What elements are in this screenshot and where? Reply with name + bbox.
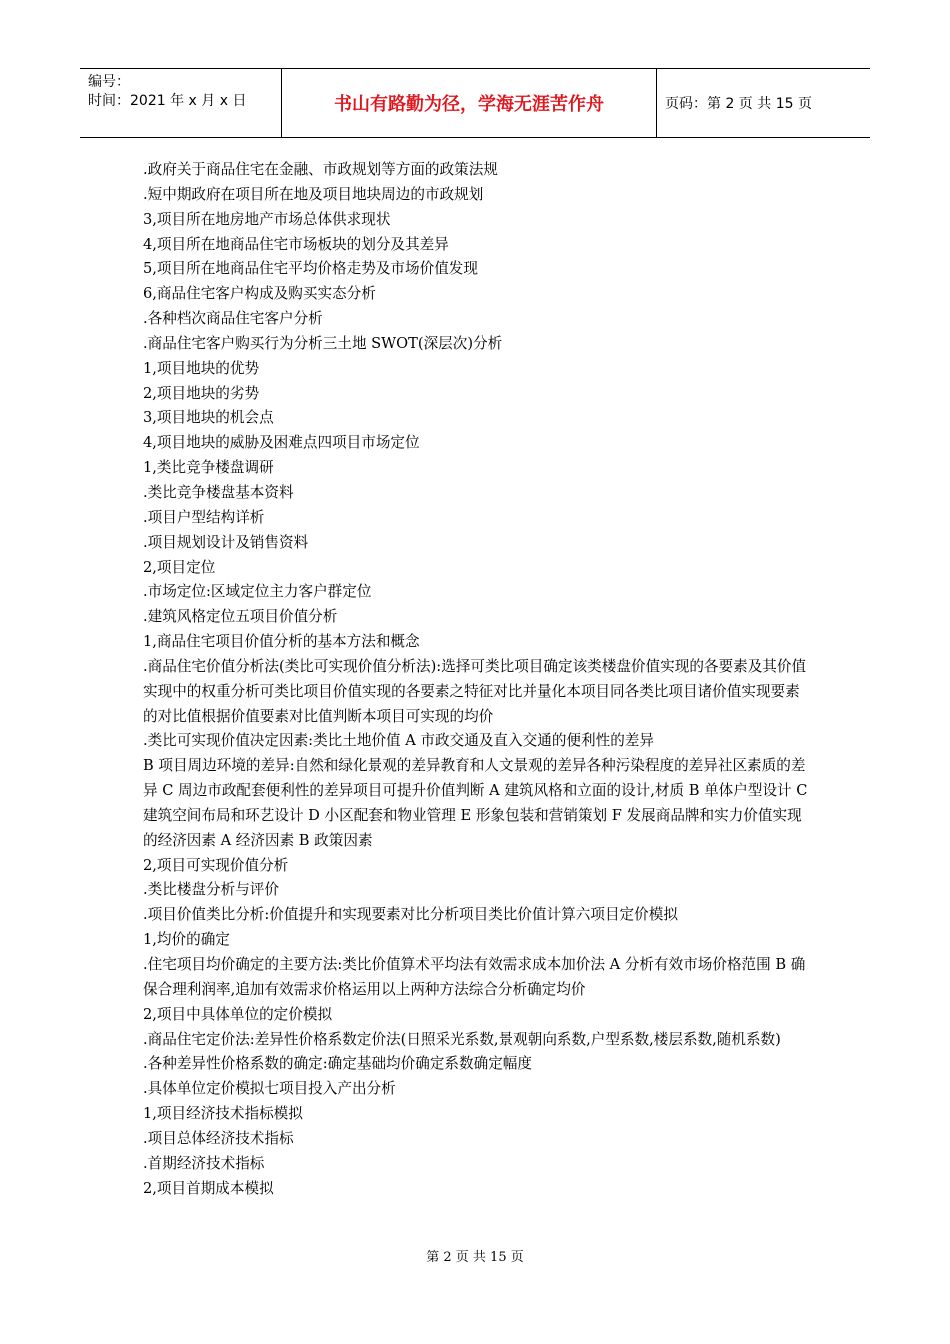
text-line: .商品住宅客户购买行为分析三土地 SWOT(深层次)分析 [143,334,503,352]
motto-text: 书山有路勤为径，学海无涯苦作舟 [334,94,604,115]
text-line: 5,项目所在地商品住宅平均价格走势及市场价值发现 [143,260,478,278]
text-line: 4,项目地块的威胁及困难点四项目市场定位 [143,434,420,452]
text-line: .建筑风格定位五项目价值分析 [143,608,338,626]
text-line: 2,项目地块的劣势 [143,384,260,402]
text-line: B 项目周边环境的差异:自然和绿化景观的差异教育和人文景观的差异各种污染程度的差异社区素质的差异 C 周边市政配套便利性的差异项目可提升价值判断 A 建筑风格和立面的设计,材质 B 单体户型设计 C 建筑空间布局和环艺设计 D 小区配套和物业管理 E 形象包装和营销策划 F 发展商品牌和实力价值实现的经济因素 A 经济因素 B 政策因素 [143,757,808,849]
page-header [80,68,870,138]
text-line: .项目价值类比分析:价值提升和实现要素对比分析项目类比价值计算六项目定价模拟 [143,906,678,924]
text-line: .项目总体经济技术指标 [143,1129,294,1147]
text-line: .短中期政府在项目所在地及项目地块周边的市政规划 [143,185,484,203]
text-line: .首期经济技术指标 [143,1154,265,1172]
page-label: 页码：第 2 页 共 15 页 [665,96,812,112]
text-line: .具体单位定价模拟七项目投入产出分析 [143,1080,396,1098]
text-line: 1,类比竞争楼盘调研 [143,459,274,477]
text-line: .项目户型结构详析 [143,508,265,526]
text-line: 2,项目首期成本模拟 [143,1179,274,1197]
header-page-cell [657,69,870,137]
text-line: .各种差异性价格系数的确定:确定基础均价确定系数确定幅度 [143,1055,532,1073]
text-line: 2,项目定位 [143,558,216,576]
text-line: 1,项目地块的优势 [143,359,260,377]
text-line: .项目规划设计及销售资料 [143,533,309,551]
text-line: .商品住宅价值分析法(类比可实现价值分析法):选择可类比项目确定该类楼盘价值实现的各要素及其价值实现中的权重分析可类比项目价值实现的各要素之特征对比并量化本项目同各类比项目诸价值实现要素的对比值根据价值要素对比值判断本项目可实现的均价 [143,657,807,725]
text-line: .市场定位:区域定位主力客户群定位 [143,583,372,601]
text-line: .各种档次商品住宅客户分析 [143,310,323,328]
text-line: 1,均价的确定 [143,931,230,949]
page-footer: 第 2 页 共 15 页 [426,1250,524,1265]
text-line: 6,商品住宅客户构成及购买实态分析 [143,285,376,303]
text-line: 1,项目经济技术指标模拟 [143,1105,303,1123]
text-line: .类比楼盘分析与评价 [143,881,279,899]
time-label: 时间：2021 年 x 月 x 日 [88,93,247,109]
text-line: .政府关于商品住宅在金融、市政规划等方面的政策法规 [143,161,498,178]
text-line: 2,项目中具体单位的定价模拟 [143,1005,333,1023]
number-label: 编号： [88,74,130,90]
document-body [143,158,808,1201]
text-line: 2,项目可实现价值分析 [143,856,289,874]
text-line: 3,项目地块的机会点 [143,409,274,427]
header-motto-cell [282,69,657,137]
text-line: .类比可实现价值决定因素:类比土地价值 A 市政交通及直入交通的便利性的差异 [143,732,654,750]
text-line: 4,项目所在地商品住宅市场板块的划分及其差异 [143,235,449,253]
text-line: 1,商品住宅项目价值分析的基本方法和概念 [143,633,420,651]
text-line: .商品住宅定价法:差异性价格系数定价法(日照采光系数,景观朝向系数,户型系数,楼层系数,随机系数) [143,1030,781,1048]
header-meta [80,69,282,137]
text-line: 3,项目所在地房地产市场总体供求现状 [143,210,391,228]
text-line: .类比竞争楼盘基本资料 [143,483,294,501]
text-line: .住宅项目均价确定的主要方法:类比价值算术平均法有效需求成本加价法 A 分析有效市场价格范围 B 确保合理利润率,追加有效需求价格运用以上两种方法综合分析确定均价 [143,956,806,998]
